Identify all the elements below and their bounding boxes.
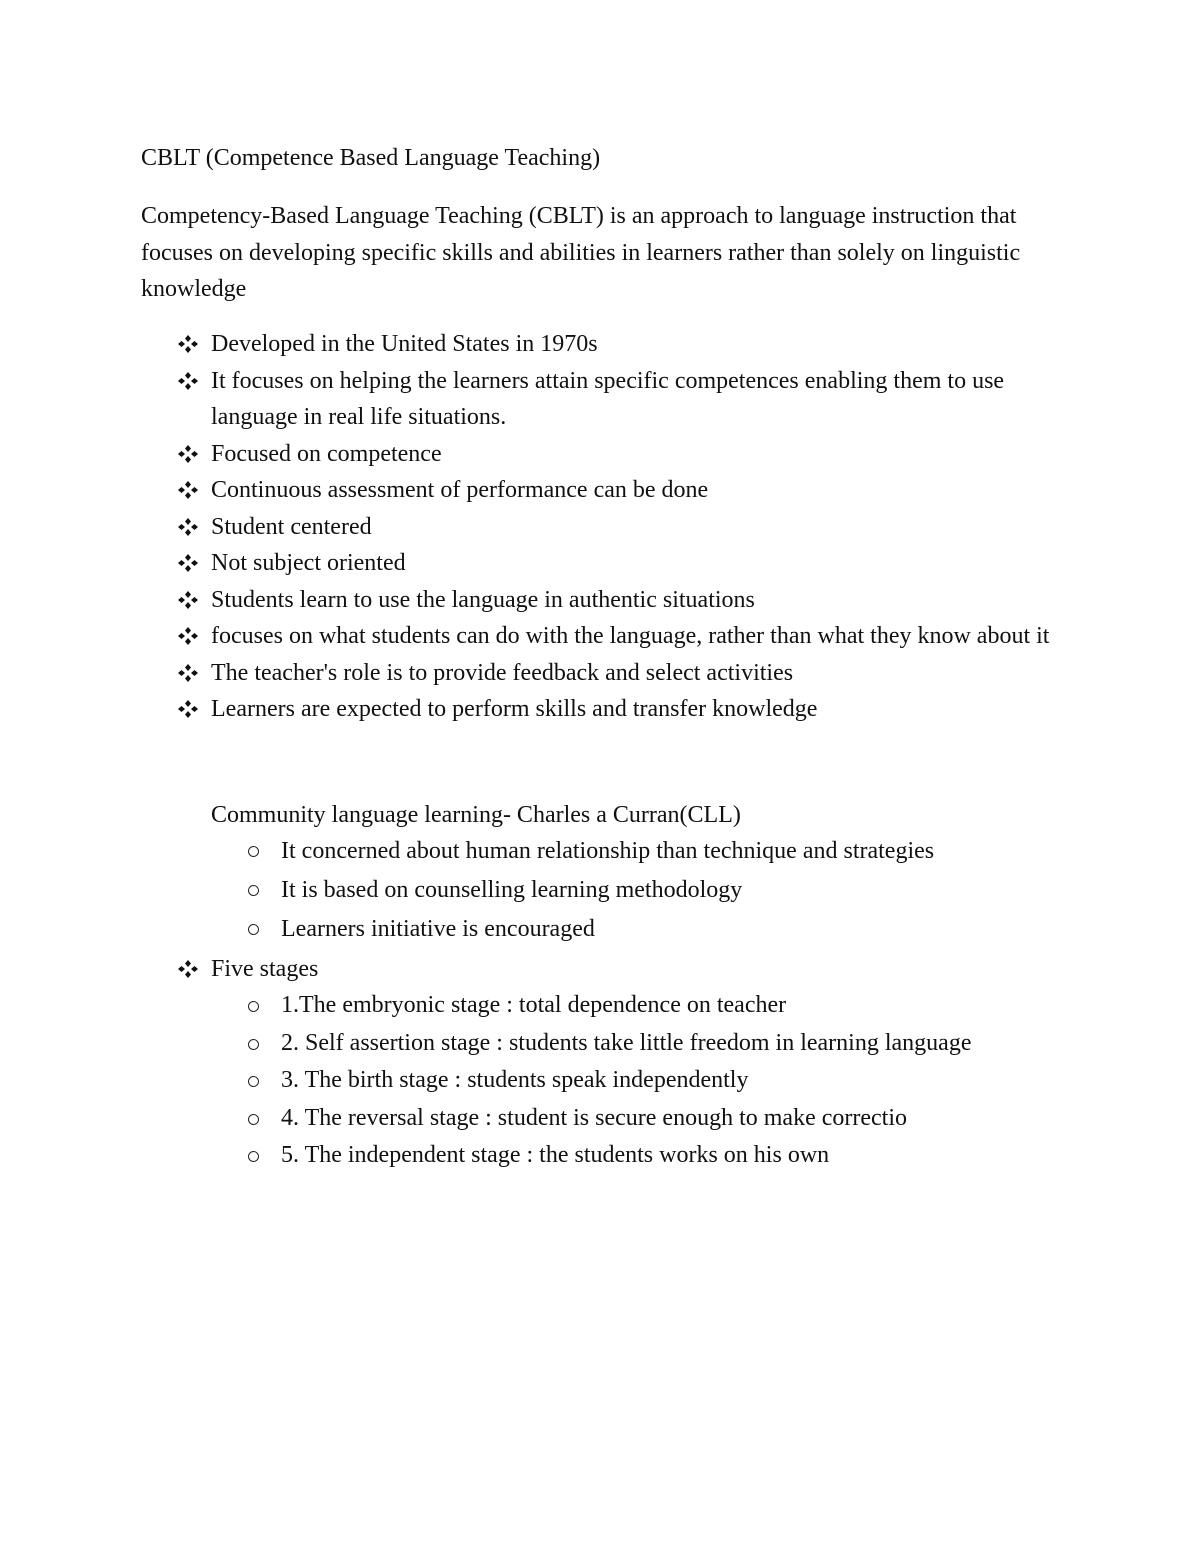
cblt-bullet-list bbox=[176, 326, 1056, 728]
list-item-text: Students learn to use the language in authentic situations bbox=[211, 586, 755, 613]
list-item-text: Developed in the United States in 1970s bbox=[211, 331, 598, 357]
list-item bbox=[246, 1025, 1046, 1063]
five-stages-bullet bbox=[176, 951, 1056, 988]
list-item bbox=[176, 472, 1056, 509]
circle-bullet-icon bbox=[248, 1151, 259, 1162]
list-item-text: Five stages bbox=[211, 956, 319, 982]
list-item bbox=[176, 618, 1056, 655]
list-item-text: Learners are expected to perform skills and transfer knowledge bbox=[211, 696, 818, 722]
stages-list bbox=[246, 987, 1046, 1175]
list-item-text: 3. The birth stage : students speak independently bbox=[281, 1067, 749, 1093]
list-item bbox=[176, 436, 1056, 473]
list-item bbox=[246, 1137, 1046, 1175]
list-item bbox=[176, 363, 1056, 436]
diamond-bullet-icon bbox=[176, 626, 200, 646]
list-item bbox=[246, 832, 1046, 871]
list-item-text: 5. The independent stage : the students works on his own bbox=[281, 1142, 830, 1168]
list-item-text: Continuous assessment of performance can be done bbox=[211, 477, 709, 503]
list-item bbox=[176, 951, 1056, 988]
list-item bbox=[176, 691, 1056, 728]
list-item bbox=[176, 509, 1056, 546]
list-item-text: Not subject oriented bbox=[211, 550, 406, 576]
diamond-bullet-icon bbox=[176, 444, 200, 464]
diamond-bullet-icon bbox=[176, 334, 200, 354]
list-item-text: It is based on counselling learning methodology bbox=[281, 877, 743, 903]
circle-bullet-icon bbox=[248, 885, 259, 896]
circle-bullet-icon bbox=[248, 1114, 259, 1125]
list-item bbox=[176, 582, 1056, 619]
intro-paragraph: Competency-Based Language Teaching (CBLT) is an approach to language instruction that focuses on developing specific skills and abilities in learners rather than solely on linguistic knowledge bbox=[141, 203, 1021, 302]
circle-bullet-icon bbox=[248, 846, 259, 857]
circle-bullet-icon bbox=[248, 924, 259, 935]
diamond-bullet-icon bbox=[176, 517, 200, 537]
circle-bullet-icon bbox=[248, 1039, 259, 1050]
diamond-bullet-icon bbox=[176, 959, 200, 979]
list-item-text: 1.The embryonic stage : total dependence on teacher bbox=[281, 992, 787, 1018]
list-item-text: It concerned about human relationship than technique and strategies bbox=[281, 838, 935, 864]
list-item bbox=[176, 326, 1056, 363]
cll-bullet-list bbox=[246, 832, 1046, 949]
list-item bbox=[246, 1100, 1046, 1138]
list-item-text: Focused on competence bbox=[211, 440, 442, 467]
circle-bullet-icon bbox=[248, 1076, 259, 1087]
diamond-bullet-icon bbox=[176, 480, 200, 500]
list-item-text: Learners initiative is encouraged bbox=[281, 916, 595, 942]
circle-bullet-icon bbox=[248, 1001, 259, 1012]
cll-heading: Community language learning- Charles a Curran(CLL) bbox=[211, 802, 741, 828]
list-item bbox=[246, 1062, 1046, 1100]
list-item-text: The teacher's role is to provide feedback and select activities bbox=[211, 659, 794, 686]
list-item-text: Student centered bbox=[211, 513, 372, 540]
list-item bbox=[176, 655, 1056, 692]
list-item-text: focuses on what students can do with the language, rather than what they know about it bbox=[211, 623, 1050, 649]
document-title: CBLT (Competence Based Language Teaching) bbox=[141, 145, 601, 171]
diamond-bullet-icon bbox=[176, 663, 200, 683]
list-item bbox=[246, 987, 1046, 1025]
diamond-bullet-icon bbox=[176, 699, 200, 719]
list-item-text: 2. Self assertion stage : students take little freedom in learning language bbox=[281, 1029, 972, 1056]
list-item-text: 4. The reversal stage : student is secure enough to make correctio bbox=[281, 1104, 908, 1131]
list-item-text: It focuses on helping the learners attain specific competences enabling them to use language in real life situations. bbox=[211, 367, 1005, 430]
diamond-bullet-icon bbox=[176, 553, 200, 573]
list-item bbox=[246, 910, 1046, 949]
list-item bbox=[176, 545, 1056, 582]
diamond-bullet-icon bbox=[176, 590, 200, 610]
diamond-bullet-icon bbox=[176, 371, 200, 391]
list-item bbox=[246, 871, 1046, 910]
